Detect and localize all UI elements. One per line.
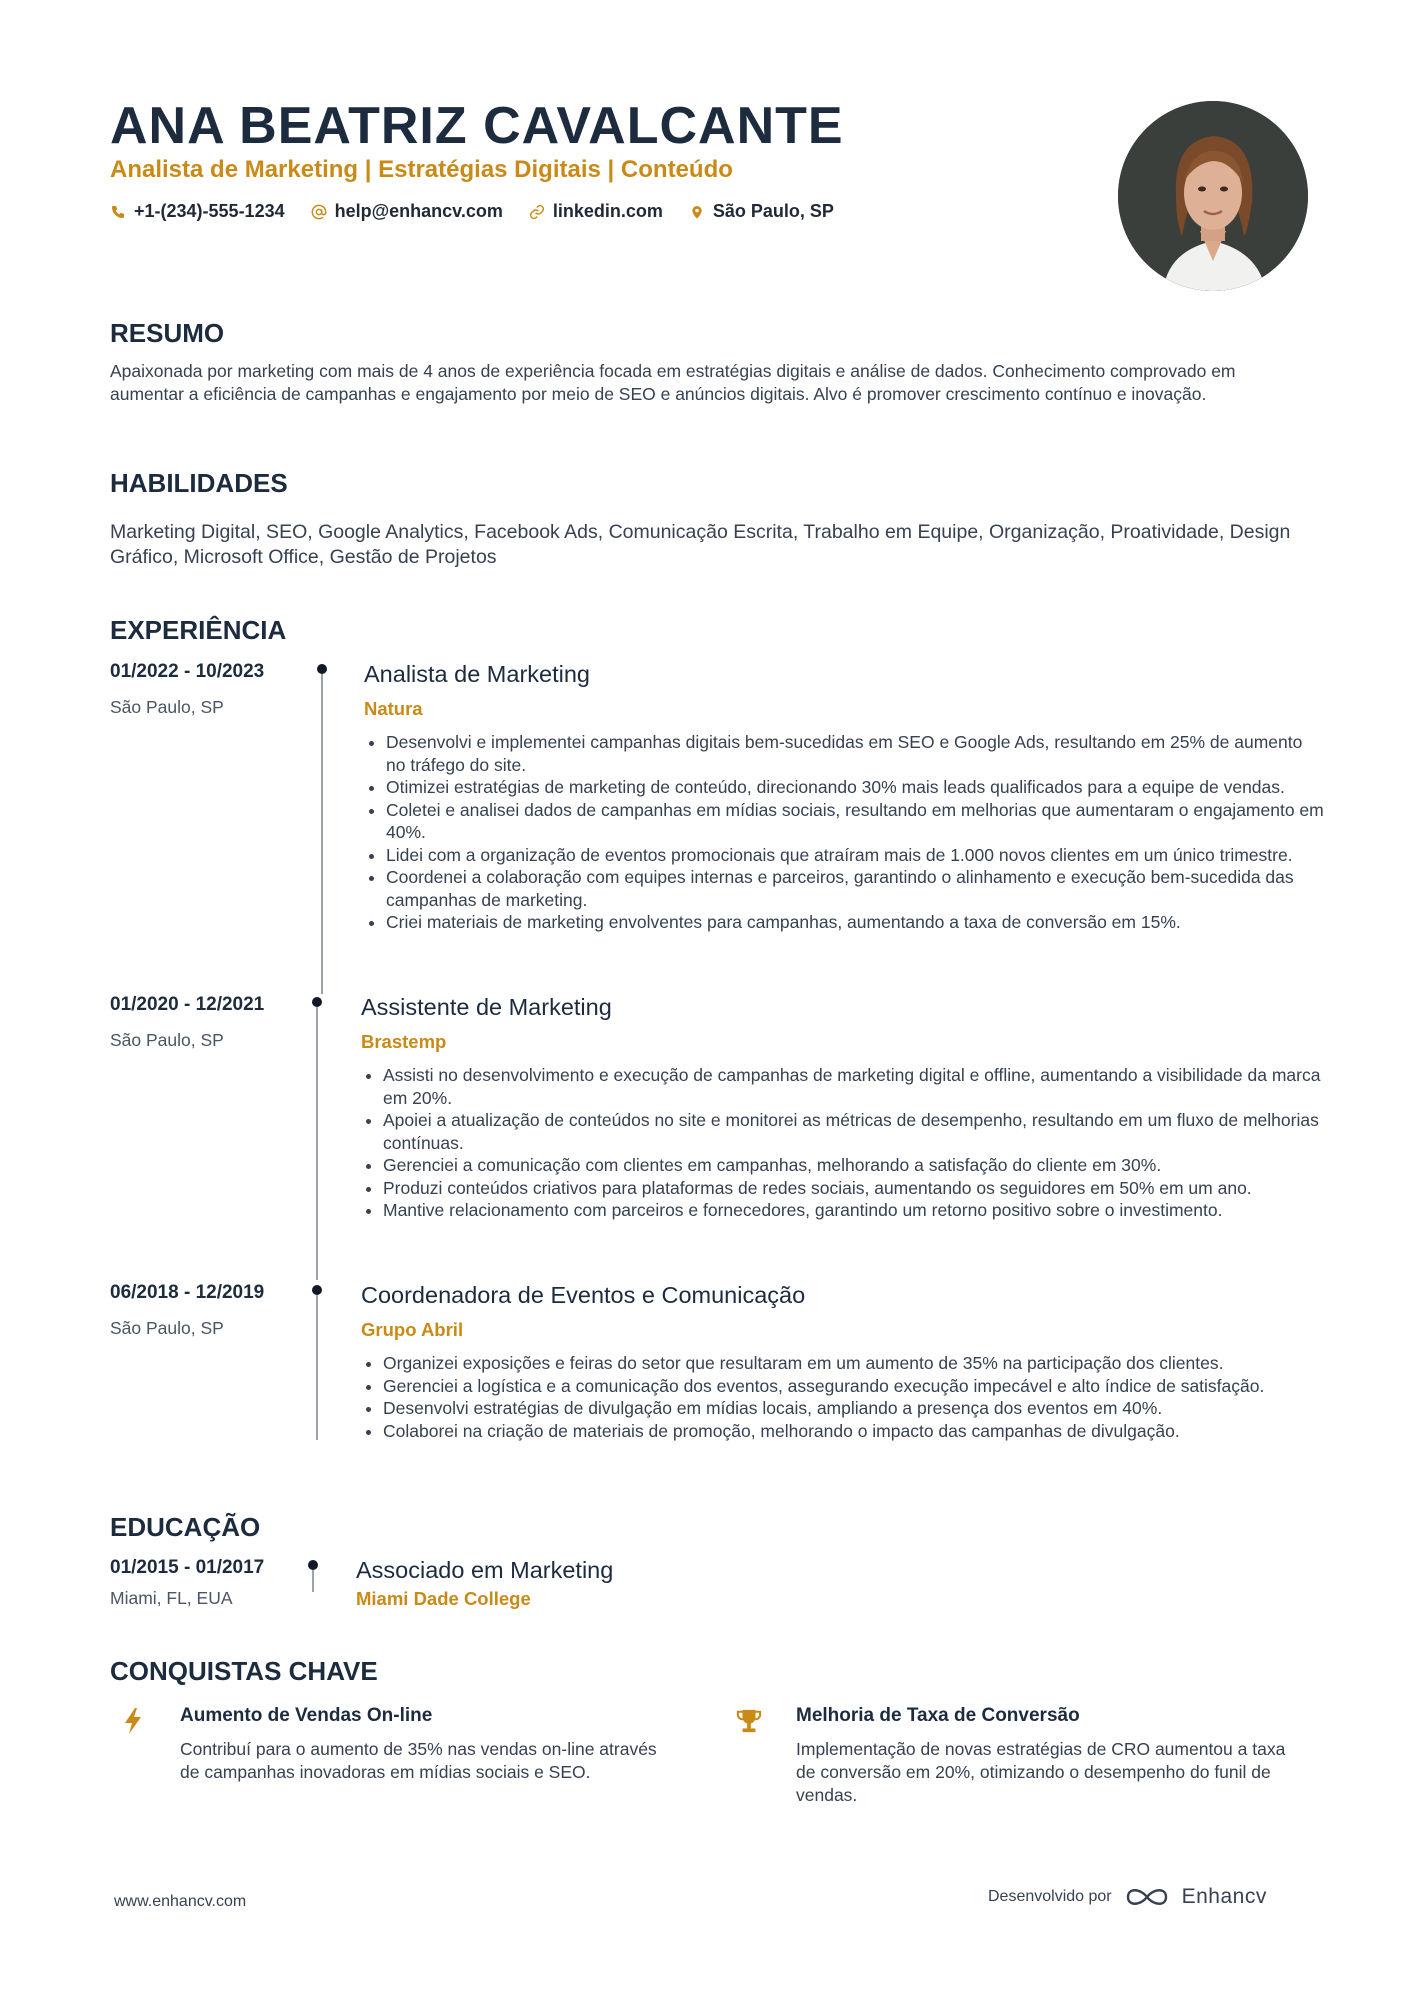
education-location: Miami, FL, EUA [110,1588,233,1608]
achievement-title: Melhoria de Taxa de Conversão [796,1705,1080,1726]
achievement-text: Contribuí para o aumento de 35% nas vendas on-line através de campanhas inovadoras em mídias sociais e SEO. [180,1739,657,1782]
job-bullets [361,1352,1323,1442]
job-bullet: • Organizei exposições e feiras do setor que resultaram em um aumento de 35% na participação dos clientes. [383,1352,1323,1375]
job-location: São Paulo, SP [110,697,224,717]
job-bullet: • Produzi conteúdos criativos para plataformas de redes sociais, aumentando os seguidores em 50% em um ano. [383,1177,1323,1200]
contact-phone [110,201,285,222]
timeline-dot [317,664,327,674]
job-company: Brastemp [361,1031,447,1052]
job-bullet: • Colaborei na criação de materiais de promoção, melhorando o impacto das campanhas de divulgação. [383,1420,1323,1443]
timeline-dot [308,1560,318,1570]
section-title-conquistas: CONQUISTAS CHAVE [110,1656,378,1686]
education-degree: Associado em Marketing [356,1557,614,1583]
timeline-line [316,1007,318,1280]
job-title: Assistente de Marketing [361,994,612,1020]
job-bullets [361,1064,1323,1222]
link-icon [529,204,545,220]
linkedin-text: linkedin.com [552,201,663,221]
job-title: Coordenadora de Eventos e Comunicação [361,1282,806,1308]
job-bullet: • Coletei e analisei dados de campanhas em mídias sociais, resultando em melhorias que aumentaram o engajamento em 40%. [386,799,1326,844]
timeline-line [321,674,323,994]
profile-photo [1118,101,1308,291]
job-bullet: • Criei materiais de marketing envolventes para campanhas, aumentando a taxa de conversão em 15%. [386,911,1326,934]
timeline-line [316,1295,318,1440]
footer-branding [988,1884,1267,1910]
location-pin-icon [689,204,705,220]
job-bullet: • Coordenei a colaboração com equipes internas e parceiros, garantindo o alinhamento e execução bem-sucedida das campanhas de marketing. [386,866,1326,911]
skills-text: Marketing Digital, SEO, Google Analytics, Facebook Ads, Comunicação Escrita, Trabalho em Equipe, Organização, Proatividade, Design Gráfico, Microsoft Office, Gestão de Projetos [110,521,1291,568]
job-bullet: • Desenvolvi e implementei campanhas digitais bem-sucedidas em SEO e Google Ads, resultando em 25% de aumento no tráfego do site. [386,731,1326,776]
contact-email[interactable] [311,201,503,222]
section-title-experiencia: EXPERIÊNCIA [110,615,287,645]
job-bullet: • Lidei com a organização de eventos promocionais que atraíram mais de 1.000 novos clientes em um único trimestre. [386,844,1326,867]
section-title-educacao: EDUCAÇÃO [110,1512,261,1542]
timeline-line [312,1570,314,1592]
job-location: São Paulo, SP [110,1318,224,1338]
candidate-headline: Analista de Marketing | Estratégias Digitais | Conteúdo [110,156,733,183]
achievement-title: Aumento de Vendas On-line [180,1705,433,1726]
job-company: Grupo Abril [361,1319,464,1340]
job-dates: 06/2018 - 12/2019 [110,1282,265,1303]
developed-by-label: Desenvolvido por [988,1888,1112,1905]
job-bullet: • Gerenciei a logística e a comunicação dos eventos, assegurando execução impecável e alto índice de satisfação. [383,1375,1323,1398]
enhancv-logo-icon [1124,1884,1170,1910]
timeline-dot [312,1285,322,1295]
job-dates: 01/2020 - 12/2021 [110,994,265,1015]
education-dates: 01/2015 - 01/2017 [110,1557,265,1578]
trophy-icon [736,1707,762,1735]
job-bullet: • Mantive relacionamento com parceiros e fornecedores, garantindo um retorno positivo sobre o investimento. [383,1199,1323,1222]
at-icon [311,204,327,220]
contact-location [689,201,834,222]
footer-website[interactable]: www.enhancv.com [114,1893,247,1910]
contact-linkedin[interactable] [529,201,663,222]
achievement-text: Implementação de novas estratégias de CRO aumentou a taxa de conversão em 20%, otimizando o desempenho do funil de vendas. [796,1739,1286,1805]
contact-bar [110,201,834,222]
job-location: São Paulo, SP [110,1030,224,1050]
location-text: São Paulo, SP [712,201,834,221]
phone-icon [110,204,126,220]
job-bullet: • Desenvolvi estratégias de divulgação em mídias locais, ampliando a presença dos eventos em 40%. [383,1397,1323,1420]
summary-text: Apaixonada por marketing com mais de 4 anos de experiência focada em estratégias digitais e análise de dados. Conhecimento comprovado em aumentar a eficiência de campanhas e engajamento por meio de SEO e anúncios digitais. Alvo é promover crescimento contínuo e inovação. [110,361,1236,404]
job-bullet: • Assisti no desenvolvimento e execução de campanhas de marketing digital e offline, aumentando a visibilidade da marca em 20%. [383,1064,1323,1109]
email-text: help@enhancv.com [334,201,503,221]
job-bullet: • Otimizei estratégias de marketing de conteúdo, direcionando 30% mais leads qualificados para a equipe de vendas. [386,776,1326,799]
job-title: Analista de Marketing [364,661,590,687]
section-title-habilidades: HABILIDADES [110,468,288,498]
job-bullet: • Apoiei a atualização de conteúdos no site e monitorei as métricas de desempenho, resultando em um fluxo de melhorias contínuas. [383,1109,1323,1154]
section-title-resumo: RESUMO [110,318,225,348]
job-bullet: • Gerenciei a comunicação com clientes em campanhas, melhorando a satisfação do cliente em 30%. [383,1154,1323,1177]
job-bullets [364,731,1326,934]
brand-name: Enhancv [1181,1885,1267,1908]
job-dates: 01/2022 - 10/2023 [110,661,265,682]
candidate-name: ANA BEATRIZ CAVALCANTE [110,97,844,155]
job-company: Natura [364,698,423,719]
lightning-bolt-icon [120,1707,146,1735]
timeline-dot [312,997,322,1007]
education-school: Miami Dade College [356,1588,531,1609]
phone-text: +1-(234)-555-1234 [134,201,285,221]
